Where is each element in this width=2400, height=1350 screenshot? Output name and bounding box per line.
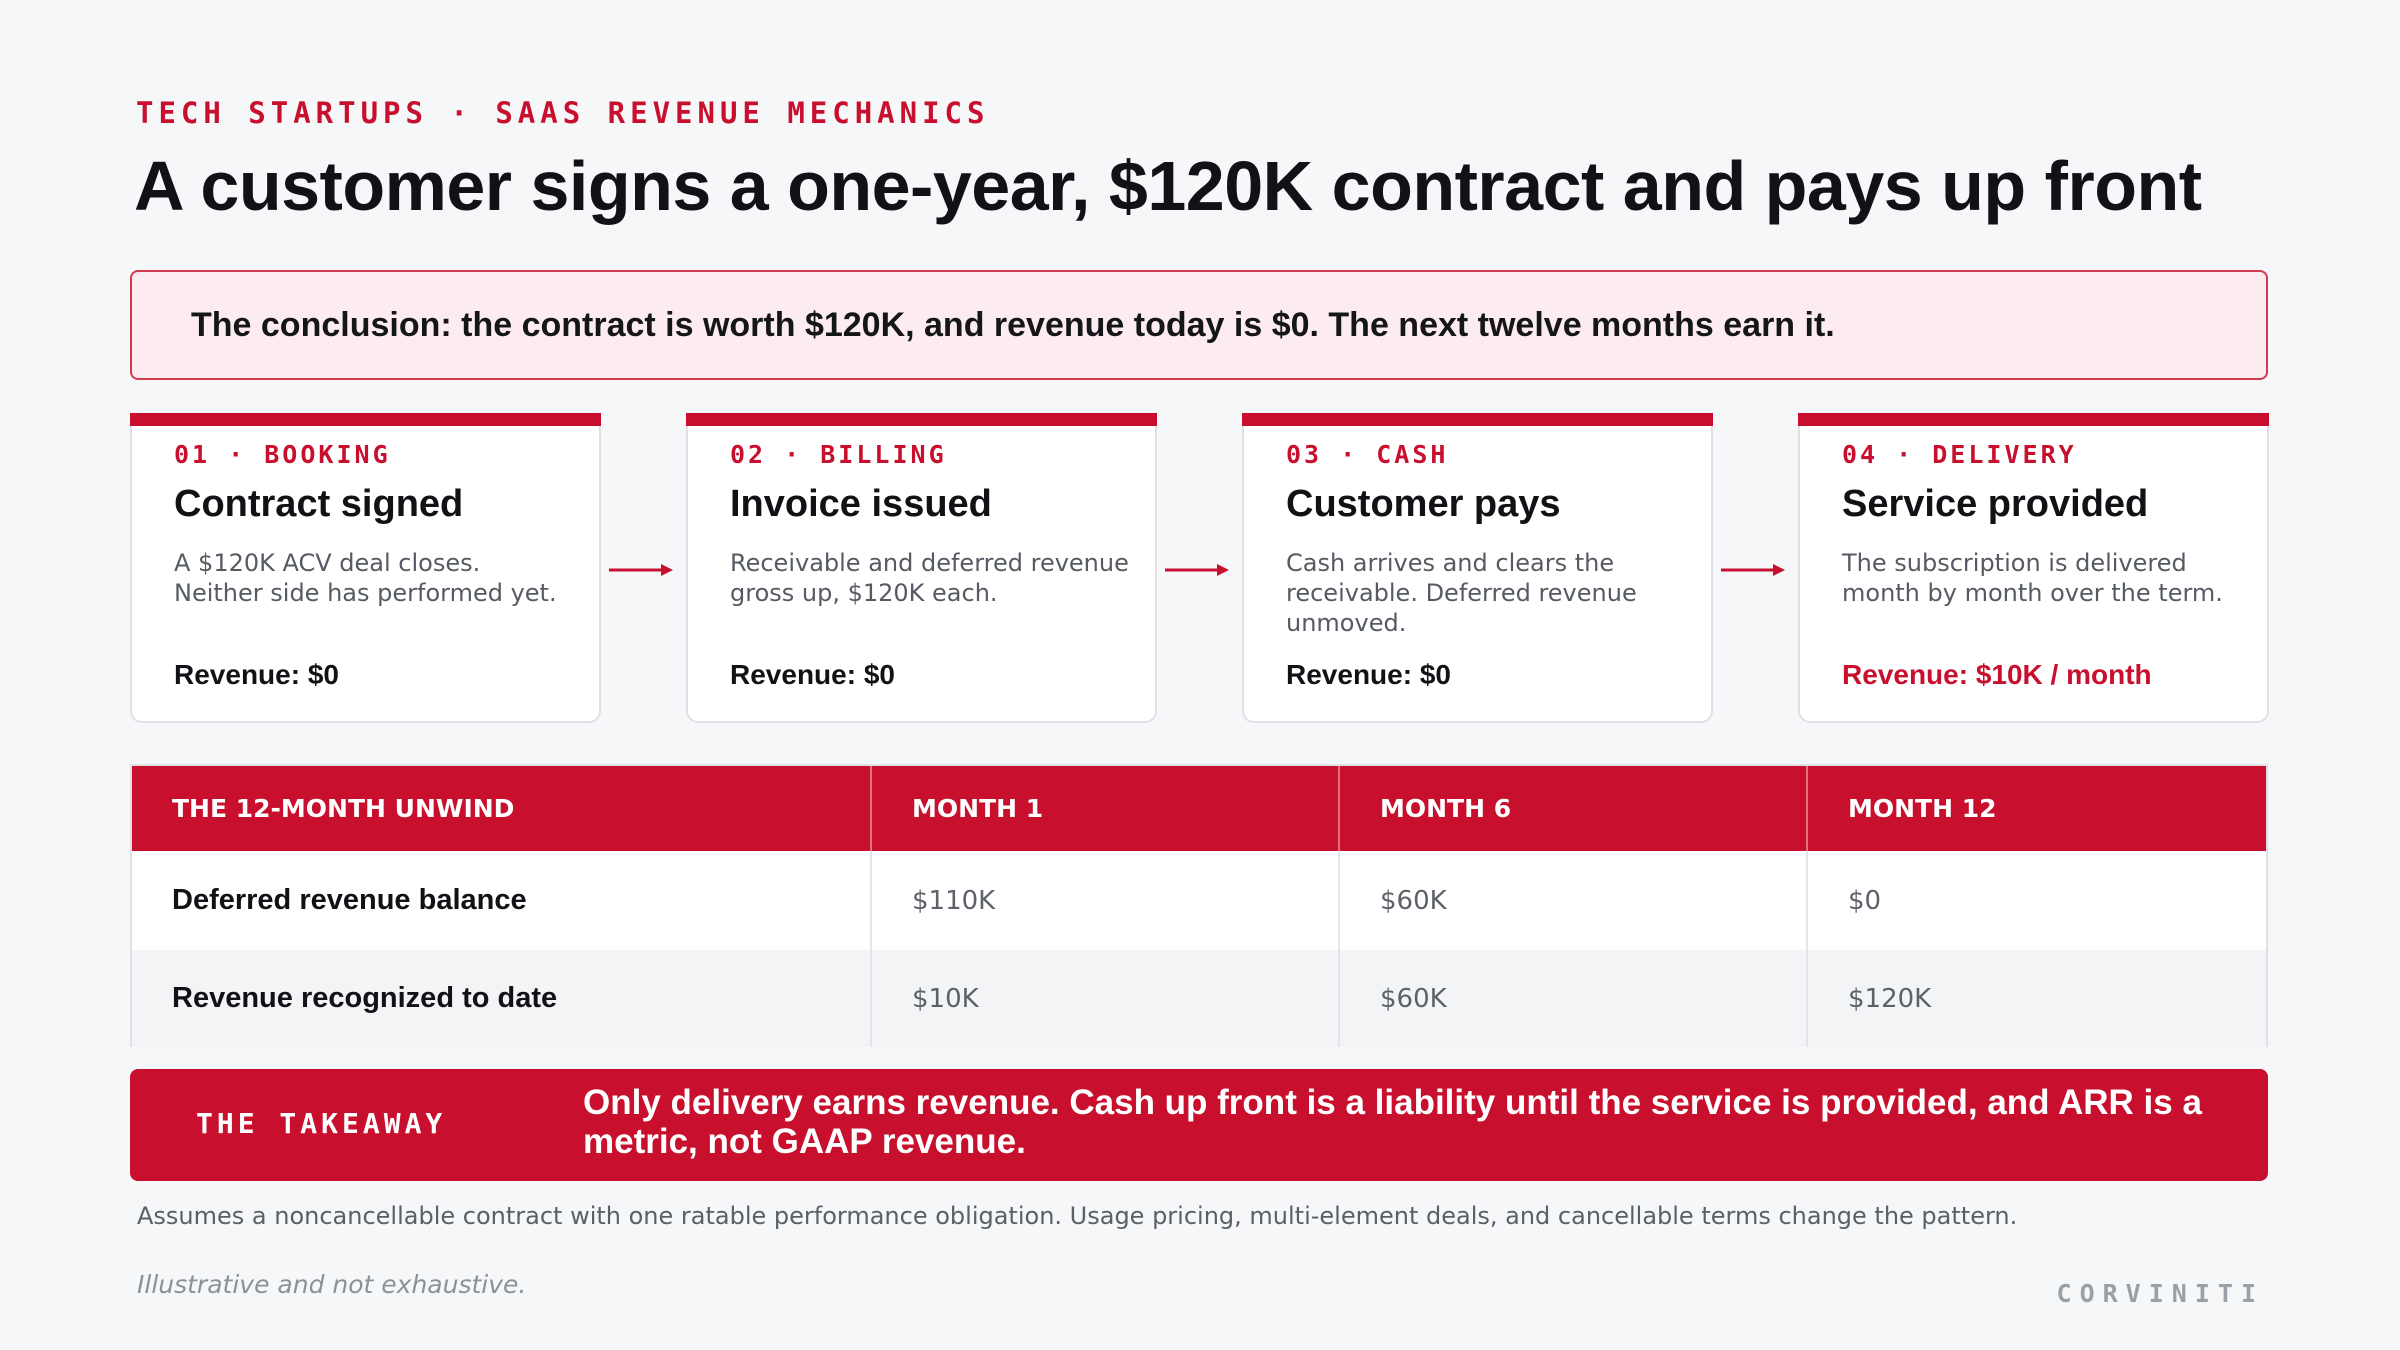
step-tag: 03 · CASH: [1286, 440, 1449, 469]
step-revenue: Revenue: $0: [730, 659, 895, 690]
brand-logo: CORVINITI: [2056, 1279, 2264, 1308]
table-header-row: [132, 766, 2266, 851]
row-label-text: Deferred revenue balance: [172, 884, 527, 916]
step-revenue: Revenue: $0: [1286, 659, 1451, 690]
takeaway-banner: [130, 1069, 2268, 1181]
cell-value: $10K: [912, 983, 979, 1014]
unwind-table: [130, 764, 2268, 1047]
cell-value: $60K: [1380, 983, 1447, 1014]
disclaimer-note: Illustrative and not exhaustive.: [137, 1270, 527, 1299]
step-description: Cash arrives and clears the receivable. Deferred revenue unmoved.: [1286, 549, 1637, 637]
process-steps: [130, 413, 2270, 723]
table-row-label: [132, 950, 870, 1047]
row-label-text: Revenue recognized to date: [172, 982, 558, 1014]
table-cell: [1338, 851, 1806, 950]
table-row-label: [132, 851, 870, 950]
step-accent-bar: [1242, 413, 1713, 426]
step-card-billing: [686, 413, 1157, 723]
step-card-booking: [130, 413, 601, 723]
table-row: [132, 851, 2266, 950]
table-cell: [1806, 950, 2266, 1047]
table-header-cell: MONTH 1: [870, 766, 1338, 851]
cell-value: $120K: [1848, 983, 1932, 1014]
table-header-cell: THE 12-MONTH UNWIND: [172, 794, 515, 823]
step-tag: 01 · BOOKING: [174, 440, 391, 469]
takeaway-text: Only delivery earns revenue. Cash up front is a liability until the service is provided, and ARR is a metric, not GAAP revenue.: [583, 1083, 2202, 1161]
conclusion-callout: [130, 270, 2268, 380]
step-description: A $120K ACV deal closes. Neither side has performed yet.: [174, 549, 557, 607]
step-description: The subscription is delivered month by month over the term.: [1842, 549, 2223, 607]
footnote: Assumes a noncancellable contract with one ratable performance obligation. Usage pricing, multi-element deals, and cancellable terms change the pattern.: [137, 1202, 2018, 1230]
step-revenue: Revenue: $0: [174, 659, 339, 690]
arrow-right-icon: [609, 563, 673, 577]
step-title: Service provided: [1842, 483, 2149, 525]
table-cell: [1338, 950, 1806, 1047]
table-cell: [870, 851, 1338, 950]
step-card-delivery: [1798, 413, 2269, 723]
table-header-cell: MONTH 12: [1806, 766, 2266, 851]
cell-value: $0: [1848, 885, 1882, 916]
step-tag: 02 · BILLING: [730, 440, 947, 469]
step-description: Receivable and deferred revenue gross up, $120K each.: [730, 549, 1129, 607]
cell-value: $60K: [1380, 885, 1447, 916]
conclusion-text: The conclusion: the contract is worth $120K, and revenue today is $0. The next twelve months earn it.: [191, 305, 1835, 344]
table-header-cell: MONTH 6: [1338, 766, 1806, 851]
step-title: Customer pays: [1286, 483, 1561, 525]
cell-value: $110K: [912, 885, 996, 916]
takeaway-label: THE TAKEAWAY: [196, 1107, 447, 1140]
arrow-right-icon: [1165, 563, 1229, 577]
table-row: [132, 950, 2266, 1047]
step-title: Contract signed: [174, 483, 464, 525]
table-cell: [870, 950, 1338, 1047]
step-title: Invoice issued: [730, 483, 992, 525]
step-accent-bar: [130, 413, 601, 426]
step-card-cash: [1242, 413, 1713, 723]
kicker: TECH STARTUPS · SAAS REVENUE MECHANICS: [136, 96, 990, 130]
step-accent-bar: [1798, 413, 2269, 426]
table-cell: [1806, 851, 2266, 950]
step-accent-bar: [686, 413, 1157, 426]
page-title: A customer signs a one-year, $120K contract and pays up front: [134, 147, 2202, 225]
arrow-right-icon: [1721, 563, 1785, 577]
step-revenue: Revenue: $10K / month: [1842, 659, 2152, 690]
step-tag: 04 · DELIVERY: [1842, 440, 2077, 469]
